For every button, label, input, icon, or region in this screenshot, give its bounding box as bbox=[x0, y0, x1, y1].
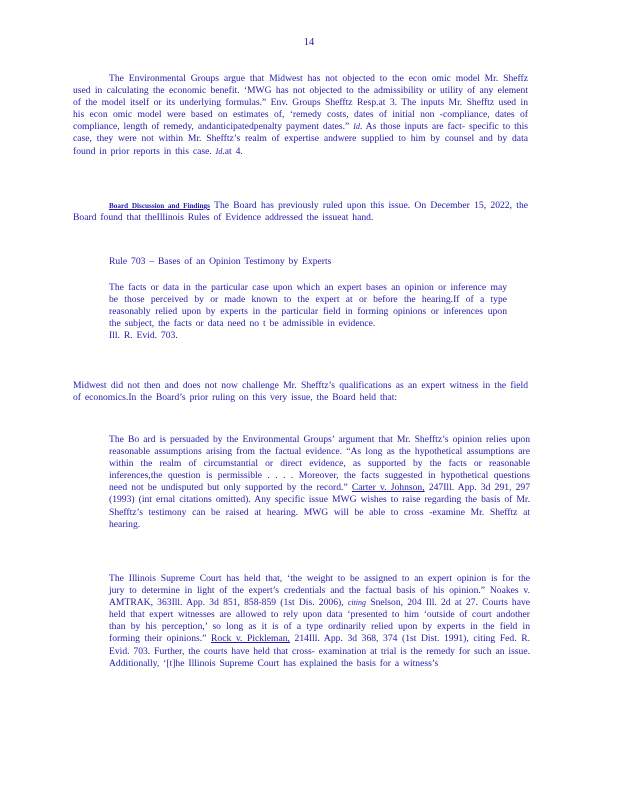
quote-board-prior-ruling bbox=[109, 434, 530, 531]
paragraph-qualifications bbox=[73, 380, 528, 404]
para1-end-text: .at 4. bbox=[222, 145, 243, 157]
quote2-case-name: Rock v. Pickleman, bbox=[211, 633, 290, 645]
rule-text: The facts or data in the particular case upon which an expert bases an opinion or inference may be those perceived by or made known to the expert at or before the hearing.If of a type reasonably relied upon by experts in the particular field in forming opinions or inferences upon the subject, the facts or data need no t be admissible in evidence. bbox=[109, 282, 507, 330]
page-number: 14 bbox=[303, 37, 315, 48]
para1-mid-text: . As those inputs are fact- specific to this case, they were not within Mr. Shefftz’s realm of expertise andwere supplied to him by counsel and by data found in prior reports in this case. bbox=[73, 121, 528, 157]
quote2-text-c: 214Ill. App. 3d 368, 374 (1st Dist. 1991), citing Fed. R. Evid. 703. Further, the courts have held that cross- examination at trial is the remedy for such an issue. Additionally, ‘[t]he Illinois Supreme Court has explained the basis for a witness’s bbox=[109, 633, 531, 669]
rule-703-title bbox=[109, 256, 469, 268]
quote2-citing: citing bbox=[347, 598, 367, 608]
paragraph-midwest-objection bbox=[73, 73, 528, 158]
rule-title-text: Rule 703 – Bases of an Opinion Testimony by Experts bbox=[109, 256, 332, 267]
paragraph-board-discussion bbox=[73, 200, 528, 224]
board-discussion-heading: Board Discussion and Findings bbox=[109, 202, 210, 210]
board-discussion-text: The Board has previously ruled upon this issue. On December 15, 2022, the Board found that theIllinois Rules of Evidence addressed the issueat hand. bbox=[73, 200, 528, 224]
rule-cite: Ill. R. Evid. 703. bbox=[109, 330, 178, 342]
quote1-case-name: Carter v. Johnson, bbox=[351, 482, 425, 494]
quote2-text-a: The Illinois Supreme Court has held that, ‘the weight to be assigned to an expert opinion is for the jury to determine in light of the expert’s credentials and the factual basis of his opinion.” Noakes v. AMTRAK, 363Ill. App. 3d 851, 858-859 (1st Dis. 2006), bbox=[109, 573, 530, 609]
quote-illinois-supreme-court bbox=[109, 573, 530, 670]
quote1-text-a: The Bo ard is persuaded by the Environmental Groups’ argument that Mr. Shefftz’s opinion relies upon reasonable assumptions arising from the factual evidence. “As long as the hypothetical assumptions are within the realm of circumstantial or direct evidence, as supported by the facts or reasonable inferences,the question is permissible . . . . Moreover, the facts suggested in hypothetical questions need not be undisputed but only supported by the record.” bbox=[109, 434, 530, 494]
para1-cite-id: Id bbox=[353, 122, 360, 132]
quote2-text-b: Snelson, 204 Ill. 2d at 27. Courts have held that expert witnesses are allowed to rely upon data ‘presented to him ‘outside of court andother than by his perception,’ so long as it is of a type ordinarily relied upon by experts in the field in forming their opinions.” bbox=[109, 597, 531, 645]
quote1-text-b: 247Ill. App. 3d 291, 297 (1993) (int ernal citations omitted). Any specific issue MWG wishes to raise regarding the basis of Mr. Shefftz’s testimony can be raised at hearing. MWG will be able to cross -examine Mr. Shefftz at hearing. bbox=[109, 482, 530, 530]
para1-text: The Environmental Groups argue that Midwest has not objected to the econ omic model Mr. Sheffz used in calculating the economic benefit. ‘MWG has not objected to the admissibility or utility of any element of the model itself or its underlying formulas.” Env. Groups Shefftz Resp.at 3. The inputs Mr. Shefftz used in his econ omic model were based on estimates of, ‘remedy costs, dates of initial non -compliance, dates of compliance, length of remedy, andanticipatedpenalty payment dates.” bbox=[73, 73, 528, 133]
rule-703-block bbox=[109, 282, 507, 342]
qualifications-text: Midwest did not then and does not now challenge Mr. Shefftz’s qualifications as an expert witness in the field of economics.In the Board’s prior ruling on this very issue, the Board held that: bbox=[73, 380, 528, 404]
para1-cite-id-2: Id bbox=[215, 146, 223, 156]
